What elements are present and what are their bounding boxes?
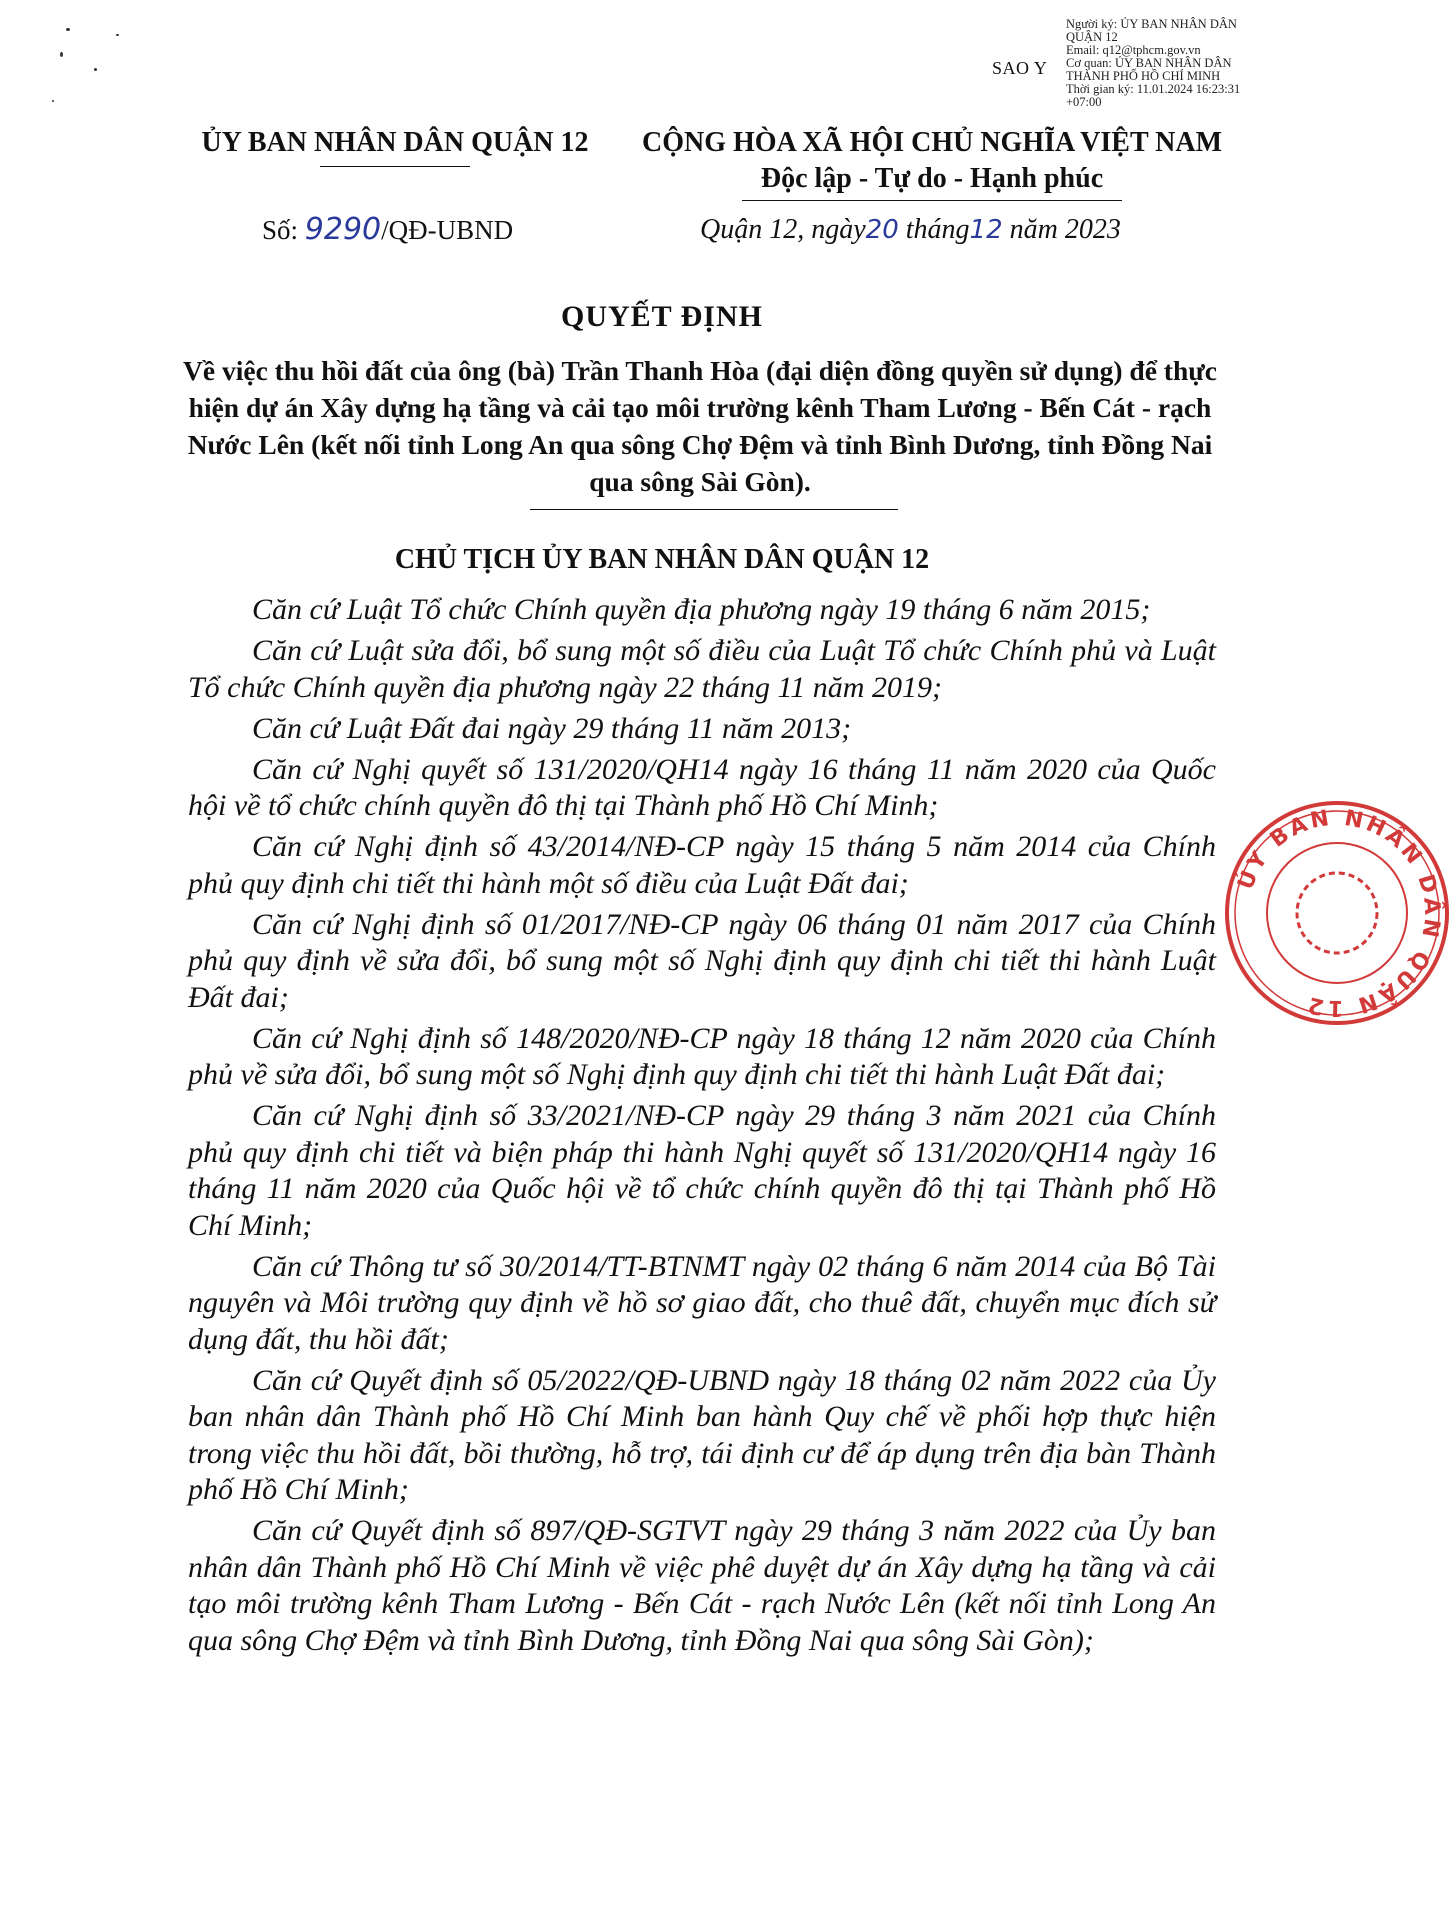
document-subject: Về việc thu hồi đất của ông (bà) Trần Thanh Hòa (đại diện đồng quyền sử dụng) để thực hiện dự án Xây dựng hạ tầng và cải tạo môi trường kênh Tham Lương - Bến Cát - rạch Nước Lên (kết nối tỉnh Long An qua sông Chợ Đệm và tỉnh Bình Dương, tỉnh Đồng Nai qua sông Sài Gòn).	[183, 355, 1217, 497]
legal-basis-paragraph: Căn cứ Luật Đất đai ngày 29 tháng 11 năm 2013;	[252, 711, 852, 745]
scan-speck	[66, 28, 70, 31]
copy-mark: SAO Y	[992, 58, 1048, 78]
official-seal	[1222, 798, 1452, 1028]
signature-line: Email: q12@tphcm.gov.vn	[1066, 43, 1201, 57]
legal-basis-paragraph: Căn cứ Nghị định số 148/2020/NĐ-CP ngày 18 tháng 12 năm 2020 của Chính phủ về sửa đổi, bổ sung một số Nghị định quy định chi tiết thi hành Luật Đất đai;	[188, 1021, 1216, 1091]
signature-line: QUẬN 12	[1066, 30, 1118, 44]
national-motto: Độc lập - Tự do - Hạnh phúc	[760, 163, 1104, 194]
signature-line: +07:00	[1066, 95, 1102, 109]
scan-speck	[60, 52, 63, 57]
date-month-label: tháng	[898, 214, 970, 245]
number-suffix: /QĐ-UBND	[381, 215, 514, 245]
scan-speck	[116, 34, 119, 36]
document-body	[188, 592, 1216, 1664]
scan-speck	[52, 100, 54, 102]
svg-text:ỦY BAN NHÂN DÂN QUẬN 12: ỦY BAN NHÂN DÂN QUẬN 12	[1233, 805, 1445, 1021]
nation-name: CỘNG HÒA XÃ HỘI CHỦ NGHĨA VIỆT NAM	[641, 127, 1223, 158]
signature-line: THÀNH PHỐ HỒ CHÍ MINH	[1066, 69, 1221, 83]
document-title: QUYẾT ĐỊNH	[561, 300, 763, 333]
digital-signature-block	[1066, 18, 1316, 109]
legal-basis-paragraph: Căn cứ Quyết định số 897/QĐ-SGTVT ngày 29 tháng 3 năm 2022 của Ủy ban nhân dân Thành phố Hồ Chí Minh về việc phê duyệt dự án Xây dựng hạ tầng và cải tạo môi trường kênh Tham Lương - Bến Cát - rạch Nước Lên (kết nối tỉnh Long An qua sông Chợ Đệm và tỉnh Bình Dương, tỉnh Đồng Nai qua sông Sài Gòn);	[188, 1514, 1216, 1657]
signature-line: Người ký: ỦY BAN NHÂN DÂN	[1066, 17, 1237, 31]
date-prefix: Quận 12, ngày	[700, 214, 866, 245]
authority-name: ỦY BAN NHÂN DÂN QUẬN 12	[201, 127, 589, 158]
handwritten-number: 9290	[304, 212, 382, 247]
legal-basis-paragraph: Căn cứ Nghị định số 01/2017/NĐ-CP ngày 06 tháng 01 năm 2017 của Chính phủ quy định về sửa đổi, bổ sung một số Nghị định quy định chi tiết thi hành Luật Đất đai;	[188, 907, 1216, 1014]
number-prefix: Số:	[262, 215, 305, 245]
legal-basis-paragraph: Căn cứ Nghị định số 33/2021/NĐ-CP ngày 29 tháng 3 năm 2021 của Chính phủ quy định chi tiết và biện pháp thi hành Nghị quyết số 131/2020/QH14 ngày 16 tháng 11 năm 2020 của Quốc hội về tổ chức chính quyền đô thị tại Thành phố Hồ Chí Minh;	[188, 1099, 1216, 1242]
handwritten-day: 20	[865, 215, 899, 245]
signature-line: Thời gian ký: 11.01.2024 16:23:31	[1066, 82, 1241, 96]
date-year-label: năm 2023	[1002, 214, 1121, 245]
subject-underline	[530, 509, 898, 510]
issuer-title: CHỦ TỊCH ỦY BAN NHÂN DÂN QUẬN 12	[394, 544, 930, 575]
legal-basis-paragraph: Căn cứ Nghị quyết số 131/2020/QH14 ngày 16 tháng 11 năm 2020 của Quốc hội về tổ chức chính quyền đô thị tại Thành phố Hồ Chí Minh;	[188, 752, 1216, 822]
legal-basis-paragraph: Căn cứ Luật sửa đổi, bổ sung một số điều của Luật Tổ chức Chính phủ và Luật Tổ chức Chính quyền địa phương ngày 22 tháng 11 năm 2019;	[188, 634, 1216, 704]
issuing-authority	[185, 126, 605, 167]
authority-underline	[320, 166, 470, 167]
motto-underline	[742, 200, 1122, 201]
legal-basis-paragraph: Căn cứ Quyết định số 05/2022/QĐ-UBND ngày 18 tháng 02 năm 2022 của Ủy ban nhân dân Thành phố Hồ Chí Minh ban hành Quy chế về phối hợp thực hiện trong việc thu hồi đất, bồi thường, hỗ trợ, tái định cư để áp dụng trên địa bàn Thành phố Hồ Chí Minh;	[188, 1363, 1216, 1506]
legal-basis-paragraph: Căn cứ Thông tư số 30/2014/TT-BTNMT ngày 02 tháng 6 năm 2014 của Bộ Tài nguyên và Môi trường quy định về hồ sơ giao đất, cho thuê đất, chuyển mục đích sử dụng đất, thu hồi đất;	[188, 1249, 1216, 1356]
legal-basis-paragraph: Căn cứ Luật Tổ chức Chính quyền địa phương ngày 19 tháng 6 năm 2015;	[252, 593, 1151, 626]
legal-basis-paragraph: Căn cứ Nghị định số 43/2014/NĐ-CP ngày 15 tháng 5 năm 2014 của Chính phủ quy định chi tiết thi hành một số điều của Luật Đất đai;	[188, 830, 1216, 900]
document-number	[262, 212, 513, 247]
national-header	[622, 126, 1242, 201]
signature-line: Cơ quan: ỦY BAN NHÂN DÂN	[1066, 56, 1232, 70]
scan-speck	[94, 68, 97, 71]
handwritten-month: 12	[969, 215, 1003, 245]
document-date	[700, 214, 1121, 246]
